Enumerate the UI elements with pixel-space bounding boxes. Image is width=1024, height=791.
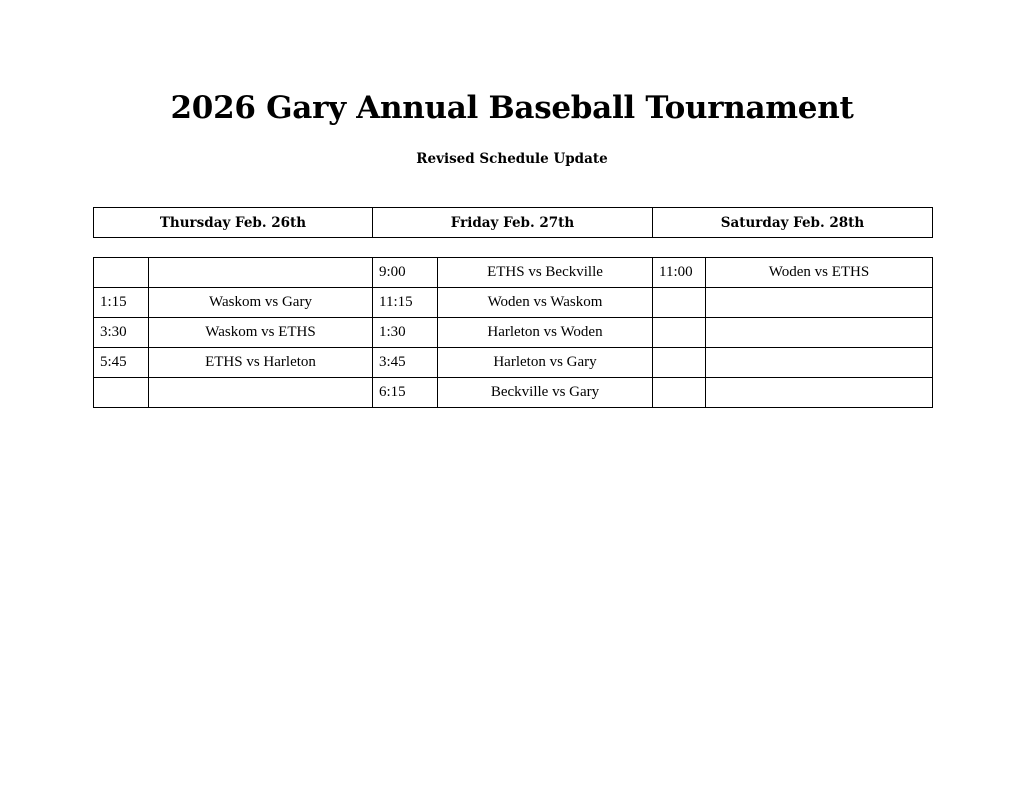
thursday-time-cell — [94, 378, 149, 408]
table-row — [94, 378, 933, 408]
document-subtitle: Revised Schedule Update — [416, 151, 608, 167]
thursday-game-cell — [149, 258, 373, 288]
thursday-game-cell: Waskom vs ETHS — [149, 318, 373, 348]
schedule-table — [93, 257, 933, 408]
day-header-saturday: Saturday Feb. 28th — [653, 208, 933, 238]
thursday-game-cell — [149, 378, 373, 408]
table-row — [94, 318, 933, 348]
saturday-game-cell — [706, 348, 933, 378]
friday-time-cell: 11:15 — [373, 288, 438, 318]
saturday-time-cell — [653, 288, 706, 318]
friday-time-cell: 9:00 — [373, 258, 438, 288]
friday-time-cell: 3:45 — [373, 348, 438, 378]
saturday-time-cell: 11:00 — [653, 258, 706, 288]
day-header-friday: Friday Feb. 27th — [373, 208, 653, 238]
thursday-game-cell: Waskom vs Gary — [149, 288, 373, 318]
friday-game-cell: Woden vs Waskom — [438, 288, 653, 318]
thursday-game-cell: ETHS vs Harleton — [149, 348, 373, 378]
thursday-time-cell: 3:30 — [94, 318, 149, 348]
saturday-game-cell — [706, 318, 933, 348]
saturday-game-cell — [706, 288, 933, 318]
friday-game-cell: ETHS vs Beckville — [438, 258, 653, 288]
friday-time-cell: 6:15 — [373, 378, 438, 408]
table-row — [94, 348, 933, 378]
saturday-time-cell — [653, 318, 706, 348]
table-row — [94, 258, 933, 288]
document-title: 2026 Gary Annual Baseball Tournament — [170, 90, 854, 126]
day-header-row — [94, 208, 933, 238]
friday-game-cell: Harleton vs Woden — [438, 318, 653, 348]
saturday-time-cell — [653, 378, 706, 408]
friday-time-cell: 1:30 — [373, 318, 438, 348]
friday-game-cell: Beckville vs Gary — [438, 378, 653, 408]
saturday-game-cell — [706, 378, 933, 408]
thursday-time-cell: 5:45 — [94, 348, 149, 378]
saturday-game-cell: Woden vs ETHS — [706, 258, 933, 288]
day-header-table — [93, 207, 933, 238]
thursday-time-cell: 1:15 — [94, 288, 149, 318]
saturday-time-cell — [653, 348, 706, 378]
day-header-thursday: Thursday Feb. 26th — [94, 208, 373, 238]
table-row — [94, 288, 933, 318]
friday-game-cell: Harleton vs Gary — [438, 348, 653, 378]
thursday-time-cell — [94, 258, 149, 288]
